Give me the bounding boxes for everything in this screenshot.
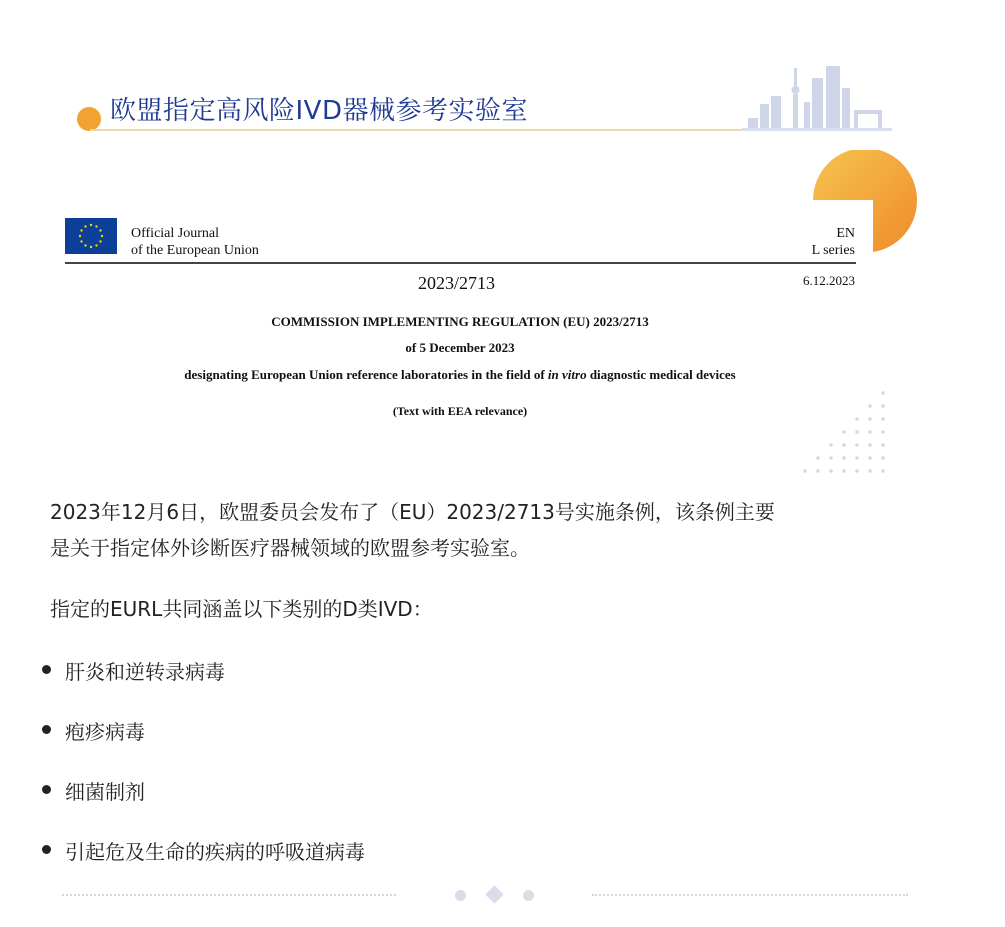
title-bullet-dot <box>77 107 101 131</box>
category-intro: 指定的EURL共同涵盖以下类别的D类IVD： <box>50 597 433 621</box>
list-item: 引起危及生命的疾病的呼吸道病毒 <box>65 840 365 864</box>
intro-line2: 是关于指定体外诊断医疗器械领域的欧盟参考实验室。 <box>50 536 530 560</box>
eu-flag-icon <box>65 218 117 254</box>
footer-divider-left <box>62 894 396 896</box>
footer-dot-right <box>523 890 534 901</box>
footer-divider-right <box>592 894 908 896</box>
intro-line1: 2023年12月6日，欧盟委员会发布了（EU）2023/2713号实施条例，该条例主要 <box>50 500 775 524</box>
subject-text-pre: designating European Union reference laboratories in the field of <box>184 367 548 382</box>
footer-diamond <box>485 885 503 903</box>
intro-paragraph <box>50 494 930 566</box>
list-item: 细菌制剂 <box>65 780 145 804</box>
city-skyline-icon <box>742 60 892 132</box>
list-bullet <box>42 785 51 794</box>
regulation-title: COMMISSION IMPLEMENTING REGULATION (EU) 2023/2713 <box>271 314 649 329</box>
document-number: 2023/2713 <box>418 273 496 293</box>
subject-text-italic: in vitro <box>547 367 587 382</box>
document-date: 6.12.2023 <box>803 273 855 288</box>
language-code: EN <box>836 226 855 241</box>
list-bullet <box>42 725 51 734</box>
journal-header-rule <box>65 262 856 264</box>
page-title: 欧盟指定高风险IVD器械参考实验室 <box>110 96 528 126</box>
journal-title-line1: Official Journal <box>131 226 219 241</box>
journal-title <box>131 225 259 259</box>
footer-dot-left <box>455 890 466 901</box>
list-item: 肝炎和逆转录病毒 <box>65 660 225 684</box>
series-label: L series <box>811 243 855 258</box>
dot-grid-decoration <box>800 388 904 476</box>
subject-text-post: diagnostic medical devices <box>586 367 736 382</box>
list-bullet <box>42 665 51 674</box>
regulation-subject <box>0 367 920 383</box>
list-item: 疱疹病毒 <box>65 720 145 744</box>
list-bullet <box>42 845 51 854</box>
eea-relevance: (Text with EEA relevance) <box>392 404 528 418</box>
journal-language-block <box>812 225 855 259</box>
regulation-date: of 5 December 2023 <box>405 340 515 355</box>
journal-title-line2: of the European Union <box>131 243 259 258</box>
